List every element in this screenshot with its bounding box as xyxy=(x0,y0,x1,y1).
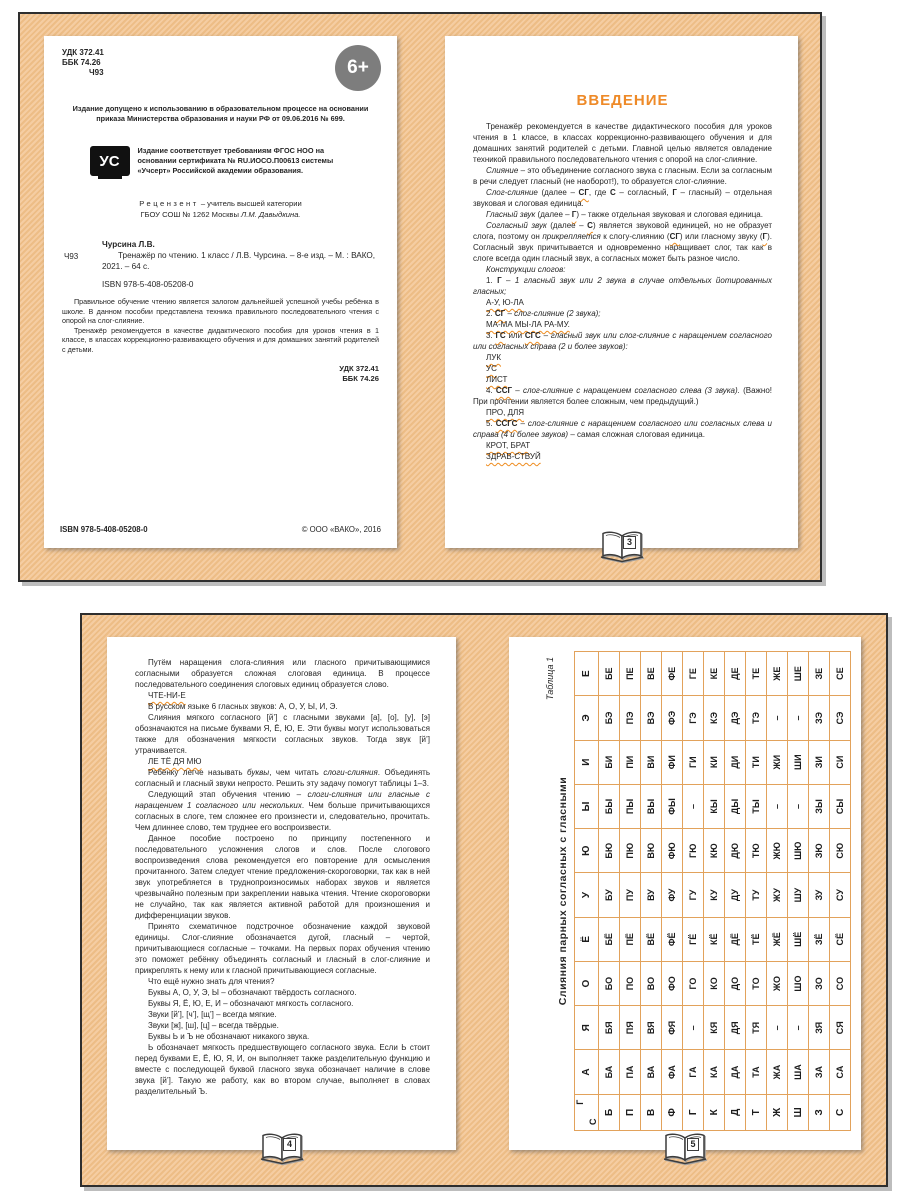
syllable-cell: БЮ xyxy=(599,829,620,873)
syllable-cell: ТУ xyxy=(746,873,767,917)
syllable-cell: КЁ xyxy=(704,917,725,961)
syllable-cell: ПИ xyxy=(620,740,641,784)
syllable-cell: ДИ xyxy=(725,740,746,784)
paragraph: УС xyxy=(486,364,497,373)
syllable-cell: КЯ xyxy=(704,1006,725,1050)
fusion-table-page xyxy=(509,637,861,1150)
syllable-cell: ВЫ xyxy=(641,784,662,828)
consonant-header: Г xyxy=(683,1094,704,1130)
syllable-cell: ШЮ xyxy=(788,829,809,873)
syllable-cell: ДЫ xyxy=(725,784,746,828)
author-sign-code: Ч93 xyxy=(89,68,104,77)
syllable-cell: ШЁ xyxy=(788,917,809,961)
paragraph: 4. ССГ – слог-слияние с наращением согласного слева (3 звука). (Важно! При прочтении является более сложным, чем предыдущий.) xyxy=(473,386,772,406)
copyright: © ООО «ВАКО», 2016 xyxy=(301,525,381,534)
syllable-cell: ФЁ xyxy=(662,917,683,961)
syllable-cell: ПУ xyxy=(620,873,641,917)
table-caption: Таблица 1 xyxy=(545,657,555,701)
syllable-cell: ШЕ xyxy=(788,652,809,696)
syllable-cell: СЮ xyxy=(830,829,851,873)
syllable-cell: ША xyxy=(788,1050,809,1094)
annotation xyxy=(62,297,379,354)
approval-note: Издание допущено к использованию в образовательном процессе на основании приказа Министерства образования и науки РФ от 09.06.2016 № 699. xyxy=(72,104,369,123)
reviewer-line1: Рецензент – учитель высшей категории xyxy=(139,199,302,208)
paragraph: ЛЕ ТЁ ДЯ МЮ xyxy=(148,757,202,766)
syllable-cell: – xyxy=(767,696,788,740)
syllable-cell: ШУ xyxy=(788,873,809,917)
syllable-cell: ЗЯ xyxy=(809,1006,830,1050)
syllable-cell: СО xyxy=(830,961,851,1005)
syllable-cell: ФЫ xyxy=(662,784,683,828)
vowel-header: У xyxy=(575,873,599,917)
syllable-cell: ДО xyxy=(725,961,746,1005)
syllable-cell: ТИ xyxy=(746,740,767,784)
syllable-cell: ТЁ xyxy=(746,917,767,961)
paragraph: КРОТ, БРАТ xyxy=(486,441,531,450)
author-name: Чурсина Л.В. xyxy=(102,240,155,249)
syllable-cell: – xyxy=(788,1006,809,1050)
paragraph: Что ещё нужно знать для чтения? xyxy=(148,977,275,986)
syllable-cell: ВО xyxy=(641,961,662,1005)
paragraph: Гласный звук (далее – Г) – также отдельная звуковая и слоговая единица. xyxy=(486,210,763,219)
syllable-cell: ФУ xyxy=(662,873,683,917)
bib-code: Ч93 xyxy=(64,252,79,261)
syllable-cell: ЗЁ xyxy=(809,917,830,961)
imprint-footer xyxy=(60,525,381,534)
annotation-p2: Тренажёр рекомендуется в качестве дидактического пособия для уроков чтения в 1 классе, в классах коррекционно-развивающего обучения и для домашних занятий родителей с детьми. xyxy=(62,325,379,354)
vowel-header: А xyxy=(575,1050,599,1094)
page-number-badge xyxy=(663,1132,707,1165)
bibliographic-entry xyxy=(62,240,379,289)
syllable-cell: ПЮ xyxy=(620,829,641,873)
syllable-cell: ЖИ xyxy=(767,740,788,784)
syllable-cell: КЕ xyxy=(704,652,725,696)
syllable-cell: СЕ xyxy=(830,652,851,696)
syllable-cell: ЗЮ xyxy=(809,829,830,873)
table-row xyxy=(599,652,620,1131)
consonant-header: Б xyxy=(599,1094,620,1130)
syllable-cell: ГЁ xyxy=(683,917,704,961)
syllable-cell: ЖЕ xyxy=(767,652,788,696)
paragraph: 5. ССГС – слог-слияние с наращением согласного или согласных слева и справа (4 и более звуков) – самая сложная слоговая единица. xyxy=(473,419,772,439)
page-number-badge xyxy=(600,530,644,563)
rotated-table-wrap xyxy=(545,651,845,1131)
syllable-cell: ТЫ xyxy=(746,784,767,828)
consonant-header: В xyxy=(641,1094,662,1130)
page-number-badge xyxy=(260,1132,304,1165)
syllable-cell: ЖЁ xyxy=(767,917,788,961)
paragraph: Буквы А, О, У, Э, Ы – обозначают твёрдость согласного. xyxy=(148,988,357,997)
paragraph: Буквы Я, Ё, Ю, Е, И – обозначают мягкость согласного. xyxy=(148,999,354,1008)
syllable-cell: ФО xyxy=(662,961,683,1005)
reviewer-line2: ГБОУ СОШ № 1262 Москвы Л.М. Давыдкина. xyxy=(140,210,301,219)
vowel-header: Ы xyxy=(575,784,599,828)
syllable-cell: ПЫ xyxy=(620,784,641,828)
paragraph: 2. СГ – слог-слияние (2 звука); xyxy=(486,309,601,318)
syllable-cell: ВУ xyxy=(641,873,662,917)
syllable-cell: КО xyxy=(704,961,725,1005)
syllable-cell: ЖО xyxy=(767,961,788,1005)
syllable-cell: ГИ xyxy=(683,740,704,784)
syllable-cell: ЗО xyxy=(809,961,830,1005)
annotation-p1: Правильное обучение чтению является залогом дальнейшей успешной учебы ребёнка в школе. В данном пособии представлена техника правильного последовательного чтения с опорой на слог-слияние. xyxy=(62,297,379,325)
fgos-note: Издание соответствует требованиям ФГОС НОО на основании сертификата № RU.ИОСО.П00613 системы «Учсерт» Российской академии образования. xyxy=(137,146,334,175)
paragraph: МА-МА МЫ-ЛА РА-МУ. xyxy=(486,320,570,329)
syllable-cell: ДЭ xyxy=(725,696,746,740)
paragraph: Согласный звук (далее – С) является звуковой единицей, но не образует слога, поэтому он прикрепляется к слогу-слиянию (СГ) или гласному звуку (Г). Согласный звук причитывается и одновременно наращивает слог, так как в слоге всегда один гласный звук, а согласных может быть разное число. xyxy=(473,221,773,263)
consonant-header: П xyxy=(620,1094,641,1130)
syllable-cell: ФЭ xyxy=(662,696,683,740)
reviewer-block xyxy=(62,198,379,220)
vowel-header: Ё xyxy=(575,917,599,961)
syllable-cell: ДА xyxy=(725,1050,746,1094)
bbk-code: ББК 74.26 xyxy=(62,58,101,67)
syllable-cell: ТЕ xyxy=(746,652,767,696)
syllable-cell: БО xyxy=(599,961,620,1005)
table-row xyxy=(830,652,851,1131)
syllable-cell: ГЮ xyxy=(683,829,704,873)
paragraph: А-У, Ю-ЛА xyxy=(486,298,524,307)
syllable-cell: ВА xyxy=(641,1050,662,1094)
syllable-cell: ЖУ xyxy=(767,873,788,917)
consonant-header: С xyxy=(830,1094,851,1130)
age-rating-badge: 6+ xyxy=(335,45,381,91)
imprint-page xyxy=(44,36,397,548)
syllable-cell: ЗЭ xyxy=(809,696,830,740)
paragraph: Тренажёр рекомендуется в качестве дидактического пособия для уроков чтения в 1 классе, в классах коррекционно-развивающего обучения и для домашних занятий родителей с детьми. Главной целью является овладение техникой правильного последовательного чтения с опорой на слог-слияние. xyxy=(473,122,772,164)
syllable-cell: – xyxy=(767,1006,788,1050)
syllable-cell: ГА xyxy=(683,1050,704,1094)
paragraph: В русском языке 6 гласных звуков: А, О, У, Ы, И, Э. xyxy=(148,702,338,711)
syllable-cell: ДЮ xyxy=(725,829,746,873)
udk-bbk-right xyxy=(62,364,379,384)
paragraph: Слияния мягкого согласного [й’] с гласными звуками [а], [о], [у], [э] обозначаются на письме буквами Я, Ё, Ю, Е. Эти буквы могут использоваться также для обозначения мягкости согласных звуков. Тогда звук [й’] утрачивается. xyxy=(135,713,430,755)
table-row xyxy=(767,652,788,1131)
syllable-cell: БЫ xyxy=(599,784,620,828)
table-heading: Слияния парных согласных с гласными xyxy=(557,776,569,1006)
table-row xyxy=(704,652,725,1131)
paragraph: ЗДРАВ-СТВУЙ xyxy=(486,452,541,461)
syllable-cell: КИ xyxy=(704,740,725,784)
introduction-body xyxy=(473,121,772,462)
page-number: 3 xyxy=(623,536,635,549)
syllable-cell: ФЯ xyxy=(662,1006,683,1050)
fgos-block xyxy=(90,146,352,176)
syllable-cell: ЗЕ xyxy=(809,652,830,696)
consonant-header: К xyxy=(704,1094,725,1130)
consonant-header: Д xyxy=(725,1094,746,1130)
syllable-cell: ЗИ xyxy=(809,740,830,784)
paragraph: Принято схематичное подстрочное обозначение каждой звуковой единицы. Слог-слияние обозначается дугой, гласный – чертой, причитывающиеся согласные – точками. На первых порах обучения чтению это поможет ребёнку объединять согласный и гласный в слог-слияние и прикреплять к нему или к гласной причитывающиеся согласные. xyxy=(135,922,430,975)
uchsert-logo-icon: УС xyxy=(90,146,130,176)
page-number: 4 xyxy=(283,1138,295,1151)
syllable-cell: ФЕ xyxy=(662,652,683,696)
syllable-cell: КА xyxy=(704,1050,725,1094)
syllable-cell: ЗЫ xyxy=(809,784,830,828)
page-number: 5 xyxy=(687,1138,699,1151)
vowel-header: Е xyxy=(575,652,599,696)
syllable-cell: ПО xyxy=(620,961,641,1005)
paragraph: Звуки [ж], [ш], [ц] – всегда твёрдые. xyxy=(148,1021,279,1030)
open-book-icon xyxy=(663,1132,707,1165)
syllable-cell: ТО xyxy=(746,961,767,1005)
bbk-right: ББК 74.26 xyxy=(342,374,379,383)
syllable-cell: БЭ xyxy=(599,696,620,740)
syllable-cell: СУ xyxy=(830,873,851,917)
syllable-cell: СЭ xyxy=(830,696,851,740)
syllable-cell: СИ xyxy=(830,740,851,784)
udk-bbk-block xyxy=(62,48,379,78)
table-row xyxy=(641,652,662,1131)
table-row xyxy=(809,652,830,1131)
syllable-cell: ДЯ xyxy=(725,1006,746,1050)
method-body xyxy=(135,657,430,1097)
udk-right: УДК 372.41 xyxy=(339,364,379,373)
spread-panel-2 xyxy=(80,613,888,1187)
paragraph: Данное пособие построено по принципу постепенного и последовательного усложнения слогов и слов. После слогового воспроизведения слова рекомендуется его повторение для осмысления прочитанного. Затем следует чтение предложения-скороговорки, так как в ней звук употребляется в труднопроизносимых наборах звуков и является чрезвычайно полезным при закреплении навыка чтения. Чтение скороговорки не случайно, так как является активной работой для произношения и дифференциации звуков. xyxy=(135,834,430,920)
paragraph: Слог-слияние (далее – СГ, где С – согласный, Г – гласный) – отдельная звуковая и слоговая единица. xyxy=(473,188,773,208)
paragraph: ЛУК xyxy=(486,353,501,362)
syllable-cell: КЮ xyxy=(704,829,725,873)
syllable-cell: ПЯ xyxy=(620,1006,641,1050)
introduction-page xyxy=(445,36,798,548)
syllable-cell: ЗУ xyxy=(809,873,830,917)
syllable-cell: КЫ xyxy=(704,784,725,828)
vowel-header: О xyxy=(575,961,599,1005)
syllable-cell: БИ xyxy=(599,740,620,784)
vowel-header: Э xyxy=(575,696,599,740)
syllable-cell: ГЕ xyxy=(683,652,704,696)
syllable-cell: ФЮ xyxy=(662,829,683,873)
syllable-cell: – xyxy=(767,784,788,828)
syllable-cell: КЭ xyxy=(704,696,725,740)
paragraph: Путём наращения слога-слияния или гласного причитывающимися согласными образуется сложная слоговая единица. В процессе последовательного соединения слоговых единиц образуется слово. xyxy=(135,658,430,689)
syllable-cell: ГО xyxy=(683,961,704,1005)
syllable-cell: ШО xyxy=(788,961,809,1005)
syllable-cell: ВЮ xyxy=(641,829,662,873)
syllable-cell: ТЮ xyxy=(746,829,767,873)
paragraph: Конструкции слогов: xyxy=(486,265,566,274)
syllable-cell: СЁ xyxy=(830,917,851,961)
syllable-cell: ДУ xyxy=(725,873,746,917)
syllable-cell: ЖА xyxy=(767,1050,788,1094)
paragraph: Слияние – это объединение согласного звука с гласным. Если за согласным в речи следует гласный (не наоборот!), то образуется слог-слияние. xyxy=(473,166,772,186)
paragraph: Ребёнку легче называть буквы, чем читать слоги-слияния. Объединять согласный и гласный звуки непросто. Решить эту задачу помогут таблицы 1–3. xyxy=(135,768,431,788)
table-row xyxy=(788,652,809,1131)
consonant-header: Ш xyxy=(788,1094,809,1130)
syllable-cell: БЁ xyxy=(599,917,620,961)
paragraph: Следующий этап обучения чтению – слоги-слияния или гласные с наращением 1 согласного или нескольких. Чем больше причитывающихся согласных в слоге, тем сложнее его произнести и, следовательно, прочитать. Чем длиннее слово, тем труднее его воспроизвести. xyxy=(135,790,431,832)
syllable-cell: ГЭ xyxy=(683,696,704,740)
syllable-cell: ГУ xyxy=(683,873,704,917)
spread-panel-1 xyxy=(18,12,822,582)
syllable-cell: ВЕ xyxy=(641,652,662,696)
syllable-cell: ШИ xyxy=(788,740,809,784)
consonant-header: З xyxy=(809,1094,830,1130)
syllable-cell: – xyxy=(788,696,809,740)
paragraph: Звуки [й’], [ч’], [щ’] – всегда мягкие. xyxy=(148,1010,277,1019)
syllable-cell: БЯ xyxy=(599,1006,620,1050)
syllable-cell: ВИ xyxy=(641,740,662,784)
syllable-cell: ДЕ xyxy=(725,652,746,696)
syllable-cell: ТЯ xyxy=(746,1006,767,1050)
page-title: ВВЕДЕНИЕ xyxy=(576,92,669,109)
syllable-cell: ФИ xyxy=(662,740,683,784)
vowel-header: Я xyxy=(575,1006,599,1050)
paragraph: Буквы Ь и Ъ не обозначают никакого звука. xyxy=(148,1032,310,1041)
table-row xyxy=(662,652,683,1131)
syllable-cell: ДЁ xyxy=(725,917,746,961)
method-page xyxy=(107,637,456,1150)
table-row xyxy=(620,652,641,1131)
syllable-cell: – xyxy=(683,784,704,828)
syllable-cell: ВЁ xyxy=(641,917,662,961)
fusion-table xyxy=(574,651,851,1131)
syllable-cell: БЕ xyxy=(599,652,620,696)
syllable-cell: ВЯ xyxy=(641,1006,662,1050)
syllable-cell: КУ xyxy=(704,873,725,917)
paragraph: ПРО, ДЛЯ xyxy=(486,408,525,417)
syllable-cell: СЯ xyxy=(830,1006,851,1050)
vowel-header: И xyxy=(575,740,599,784)
paragraph: ЧТЕ-НИ-Е xyxy=(148,691,186,700)
syllable-cell: ПЭ xyxy=(620,696,641,740)
syllable-cell: ЗА xyxy=(809,1050,830,1094)
isbn-footer: ISBN 978-5-408-05208-0 xyxy=(60,525,148,534)
syllable-cell: ТЭ xyxy=(746,696,767,740)
syllable-cell: ПЁ xyxy=(620,917,641,961)
open-book-icon xyxy=(260,1132,304,1165)
bib-description: Тренажёр по чтению. 1 класс / Л.В. Чурсина. – 8-е изд. – М. : ВАКО, 2021. – 64 с. xyxy=(102,251,376,271)
corner-cell: Г С xyxy=(575,1094,599,1130)
paragraph: 1. Г – 1 гласный звук или 2 звука в случае отдельных йотированных гласных; xyxy=(473,276,772,296)
consonant-header: Т xyxy=(746,1094,767,1130)
table-row xyxy=(683,652,704,1131)
syllable-cell: ВЭ xyxy=(641,696,662,740)
consonant-header: Ф xyxy=(662,1094,683,1130)
syllable-cell: – xyxy=(683,1006,704,1050)
isbn-line: ISBN 978-5-408-05208-0 xyxy=(102,280,194,289)
paragraph: ЛИСТ xyxy=(486,375,508,384)
syllable-cell: ПЕ xyxy=(620,652,641,696)
syllable-cell: СА xyxy=(830,1050,851,1094)
vowel-header: Ю xyxy=(575,829,599,873)
udk-code: УДК 372.41 xyxy=(62,48,104,57)
paragraph: 3. ГС или СГС – гласный звук или слог-слияние с наращением согласного или согласных справа (2 и более звуков): xyxy=(473,331,772,351)
syllable-cell: БУ xyxy=(599,873,620,917)
syllable-cell: ФА xyxy=(662,1050,683,1094)
syllable-cell: ЖЮ xyxy=(767,829,788,873)
syllable-cell: – xyxy=(788,784,809,828)
syllable-cell: ТА xyxy=(746,1050,767,1094)
paragraph: Ь обозначает мягкость предшествующего согласного звука. Если Ь стоит перед буквами Е, Ё, Ю, Я, И, он выполняет также разделительную функцию и вместе с последующей буквой гласного звука обозначает наличие в слове звука [й’]. Такую же работу, как во втором случае, выполняет в словах разделительный Ъ. xyxy=(135,1043,430,1096)
table-row xyxy=(746,652,767,1131)
syllable-cell: ПА xyxy=(620,1050,641,1094)
open-book-icon xyxy=(600,530,644,563)
syllable-cell: БА xyxy=(599,1050,620,1094)
syllable-cell: СЫ xyxy=(830,784,851,828)
consonant-header: Ж xyxy=(767,1094,788,1130)
table-row xyxy=(725,652,746,1131)
